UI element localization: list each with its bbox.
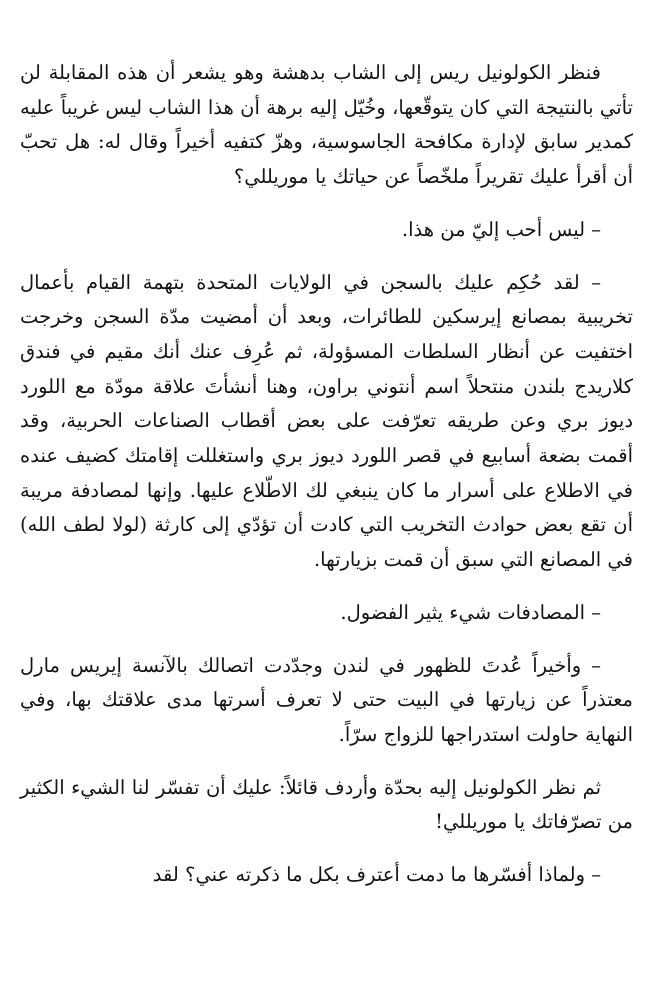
paragraph-dialogue-miss-iris: – وأخيراً عُدتَ للظهور في لندن وجدّدت اتصالك بالآنسة إيريس مارل معتذراً عن زيارتها في البيت حتى لا تعرف أسرتها مدى علاقتك بها، وفي النهاية حاولت استدراجها للزواج سرّاً. — [20, 653, 633, 746]
paragraph-dialogue-report: – لقد حُكِم عليك بالسجن في الولايات المتحدة بتهمة القيام بأعمال تخريبية بمصانع إيرسكين للطائرات، وبعد أن أمضيت مدّة السجن وخرجت اختفيت عن أنظار السلطات المسؤولة، ثم عُرِف عنك أنك مقيم في فندق كلاريدج بلندن منتحلاً اسم أنتوني براون، وهنا أنشأتَ علاقة مودّة مع اللورد ديوز بري وعن طريقه تعرّفت على بعض أقطاب الصناعات الحربية، وقد أقمت بضعة أسابيع في قصر اللورد ديوز بري واستغللت إقامتك كضيف عنده في الاطلاع على أسرار ما كان ينبغي لك الاطّلاع عليها. وإنها لمصادفة مريبة أن تقع بعض حوادث التخريب التي كادت أن تؤدّي إلى كارثة (لولا لطف الله) في المصانع التي سبق أن قمت بزيارتها. — [20, 270, 633, 572]
paragraph-dialogue-coincidences: – المصادفات شيء يثير الفضول. — [340, 600, 601, 624]
body-text — [20, 56, 633, 893]
paragraph-narration-demand: ثم نظر الكولونيل إليه بحدّة وأردف قائلاً: عليك أن تفسّر لنا الشيء الكثير من تصرّفاتك يا موريللي! — [20, 775, 633, 834]
paragraph-dialogue-answer: – ولماذا أفسّرها ما دمت أعترف بكل ما ذكرته عني؟ لقد — [152, 863, 601, 887]
paragraph-narration-colonel: فنظر الكولونيل ريس إلى الشاب بدهشة وهو يشعر أن هذه المقابلة لن تأتي بالنتيجة التي كان يتوقّعها، وخُيّل إليه برهة أن هذا الشاب ليس غريباً عليه كمدير سابق لإدارة مكافحة الجاسوسية، وهزّ كتفيه أخيراً وقال له: هل تحبّ أن أقرأ عليك تقريراً ملخّصاً عن حياتك يا موريللي؟ — [20, 61, 633, 189]
paragraph-dialogue-reply: – ليس أحب إليّ من هذا. — [401, 217, 601, 241]
